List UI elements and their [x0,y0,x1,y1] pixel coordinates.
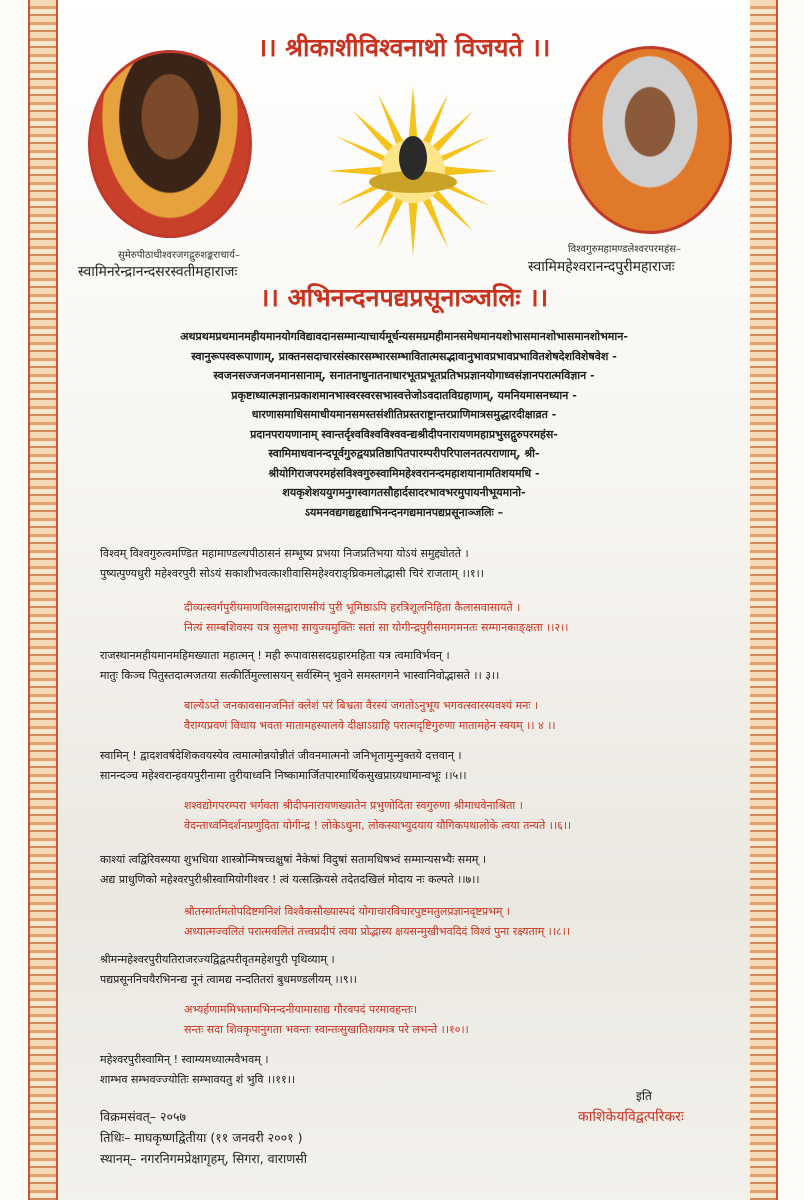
footer-samvat: विक्रमसंवत्– २०५७ [100,1109,187,1124]
verse-line: पद्यप्रसूननिचयैरभिनन्द्य नूनं त्वामद्य नन्दतितरां बुधमण्डलीयम् ।।९।। [100,973,357,986]
verse-11 [100,1050,295,1090]
intro-prose [58,327,750,522]
intro-line: प्रकृष्टाध्यात्मज्ञानप्रकाशमानभास्वरस्वरसभास्वत्तेजोऽवदातविग्रहाणाम्, यमनियमासनध्यान - [231,388,577,402]
intro-line: स्वामिमाधवानन्दपूर्वगुरुद्वयप्रतिष्ठापितपारम्परीपरिपालनतत्पराणाम्, श्री- [268,447,540,460]
left-decorative-border [28,0,58,1200]
left-caption-title: सुमेरुपीठाधीश्वरजगद्गुरुशङ्कराचार्य– [118,250,240,261]
left-portrait-photo [88,50,252,238]
verse-line: महेश्वरपुरीस्वामिन् ! स्वाम्यमध्यात्मवैभवम् । [100,1053,269,1066]
footer-iti: इति [636,1089,652,1103]
verse-line: स्वामिन् ! द्वादशवर्षदेशिकवयस्येव त्वमात्मोन्नयोन्नीतं जीवनमात्मनो जनिभृतामुन्मुक्तये दत्तवान् । [100,749,462,762]
verse-line: सन्तः सदा शिवकृपानुगता भवन्तः स्वान्तःसुखातिशयमत्र परे लभन्ते ।।१०।। [184,1023,469,1036]
verse-line: अभ्यर्हणाममिभतामभिनन्दनीयामासाद्य गौरवपदं परमावहन्तः। [184,1003,418,1016]
verse-8 [184,902,570,942]
verse-line: काश्यां त्वद्विरिवस्यया शुभधिया शास्त्रोन्मिषच्चक्षुषां नैकेषां विदुषां सतामधिषभ्वं सम्मान्यसभ्यैः समम् । [100,853,487,866]
intro-line: ऽयमनवद्यगद्यहृद्याभिनन्दनगद्यमानपद्यप्रसूनाञ्जलिः – [304,505,504,519]
footer-signature: काशिकेयविद्वत्परिकरः [578,1109,684,1125]
verse-4 [184,696,556,736]
verse-line: वैराग्यप्रवणं विधाय भवता मातामहस्यालये दीक्षाऽग्राहि परात्मदृष्टिगुरुणा मातामहेन स्वयम् ।। ४ ।। [184,719,556,732]
intro-line: शयकृशेशययुगमनुगस्वागतसौहार्दसादरभावभरमुपायनीभूयमानो- [282,486,526,499]
verse-line: मातुः किञ्च पितुस्तदात्मजतया सत्कीर्तिमुल्लासयन् सर्वस्मिन् भुवने समस्तगगने भास्वानिवोद्भासते ।। ३।। [100,669,500,682]
intro-line: स्वानुरूपस्वरूपाणाम्, प्राक्तनसदाचारसंस्कारसम्भारसम्भावितात्मसद्भावानुभावप्रभावप्रभावितशेषदेशविशेषवेश - [191,349,617,363]
verse-line: पुष्यत्पुण्यधुरी महेश्वरपुरी सोऽयं सकाशीभवत्काशीवासिमहेश्वराङ्घ्रिकमलोद्भासी चिरं राजताम् ।।१।। [100,567,484,580]
verse-line: सानन्दञ्च महेश्वरान्हवयपुरीनामा तुरीयाध्वनि निष्कामार्जितपारमार्थिकसुखप्राग्र्यधामान्वभूः ।।५।। [100,769,467,782]
footer-details [100,1106,307,1169]
verse-line: नित्यं साम्बशिवस्य यत्र सुलभा सायुज्यमुक्तिः सतां सा योगीन्द्रपुरीसमागमनतः सम्मानकाङ्क्षता ।।२।। [184,621,569,634]
right-caption-title: विश्वगुरुमहामण्डलेश्वरपरमहंस– [568,244,682,255]
verse-2 [184,598,568,638]
right-decorative-border [748,0,778,1200]
right-portrait-photo [568,46,732,234]
verse-line: शाम्भव सम्भवज्ज्योतिः सम्भावयतु शं भुवि ।।११।। [100,1073,296,1086]
intro-line: प्रदानपरायणानाम् स्वान्तर्दृश्वविश्वविश्ववन्द्यश्रीदीपनारायणमहाप्रभुसद्गुरुपरमहंस- [250,427,558,441]
intro-line: अथप्रथमप्रथमानमहीयमानयोगविद्यावदानसम्मान्याचार्यमूर्धन्यसमग्रमहीमानसमेधमानयशोभासमानशोभासमानशोभमान- [180,330,628,343]
verse-line: राजस्थानमहीयमानमहिमख्याता महात्मन् ! मही रूपावाससदग्रहारमहिता यत्र त्वमाविर्भवन् । [100,649,450,662]
verse-5 [100,746,467,786]
footer-sthana: स्थानम्– नगरनिगमप्रेक्षागृहम्, सिगरा, वाराणसी [100,1151,307,1166]
footer-tithi: तिथिः– माघकृष्णद्वितीया (११ जनवरी २००१ ) [100,1130,303,1145]
verse-line: अध्यात्मज्वलितं परात्मवलितं तत्त्वप्रदीपं त्वया प्रोद्भास्य क्षयसन्मुखीभवदिदं विश्वं पुना रक्ष्यताम् ।।८।। [184,925,571,938]
left-caption-name: स्वामिनरेन्द्रानन्दसरस्वतीमहाराजः [78,264,238,280]
verse-line: अद्य प्राधुणिको महेश्वरपुरीश्रीस्वामियोगीश्वर ! त्वं यत्सत्क्रियसे तदेतदखिलं मोदाय नः कल्पते ।।७।। [100,873,480,886]
document-page [58,0,750,1200]
verse-line: श्रौतस्मार्तमतोपदिष्टमनिशं विश्वैकसौख्यास्पदं योगाचारविचारपुष्टमतुलप्रज्ञानदृष्टप्रभम् । [184,905,511,918]
shivalinga-sun-emblem [328,86,498,256]
verse-3 [100,646,499,686]
verse-10 [184,1000,469,1040]
verse-line: बाल्येऽप्ते जनकावसानजनितं क्लेशं परं बिभ्रता वैरस्यं जगतोऽनुभूय भगवत्स्वारस्यवश्यं मनः । [184,699,539,712]
verse-line: श्रीमन्महेश्वरपुरीयतिराजरज्यद्विद्वत्परीवृतमहेशपुरी पृथिव्याम् । [100,953,335,966]
verse-line: दीव्यत्स्वर्गपुरीयमाणविलसद्वाराणसीयं पुरी भूमिष्ठाऽपि हरत्रिशूलनिहिता कैलासवासायते । [184,601,521,614]
intro-line: स्वजनसज्जनजनमानसानाम्, सनातनाधुनातनाधारभूतप्रभूतप्रतिभप्रज्ञानयोगाध्वसंज्ञानपरात्मविज्ञान - [213,369,595,382]
intro-line: श्रीयोगिराजपरमहंसविश्वगुरुस्वामिमहेश्वरानन्दमहाशयानामतिशयमधि - [268,466,540,480]
verse-line: वेदन्ताध्वनिदर्शनप्रणुदिता योगीन्द्र ! लोकेऽधुना, लोकस्याभ्युदयाय यौगिकपथालोके त्वया तन्यते ।।६।। [184,819,572,832]
page-title: ।। श्रीकाशीविश्वनाथो विजयते ।। [257,33,551,62]
abhinandan-heading: ।। अभिनन्दनपद्यप्रसूनाञ्जलिः ।। [259,283,549,312]
verse-line: विश्वम् विश्वगुरुत्वमण्डित महामाण्डल्यपीठासनं सम्भूष्य प्रभया निजप्रतिभया योऽयं समुद्द्योतते । [100,547,469,560]
verse-6 [184,796,571,836]
verse-7 [100,850,486,890]
verse-line: शश्वद्योगपरम्परा भर्गवता श्रीदीपनारायणख्यातेन प्रभुणोदिता स्वगुरुणा श्रीमाधवेनाश्रिता । [184,799,523,812]
right-caption-name: स्वामिमहेश्वरानन्दपुरीमहाराजः [528,259,675,275]
verse-9 [100,950,357,990]
verse-1 [100,544,484,584]
intro-line: धारणासमाधिसमाधीयमानसमस्तसंशीतिप्रस्तराष्ट्रान्तरप्राणिमात्रसमुद्धारदीक्षाव्रत - [251,408,557,421]
